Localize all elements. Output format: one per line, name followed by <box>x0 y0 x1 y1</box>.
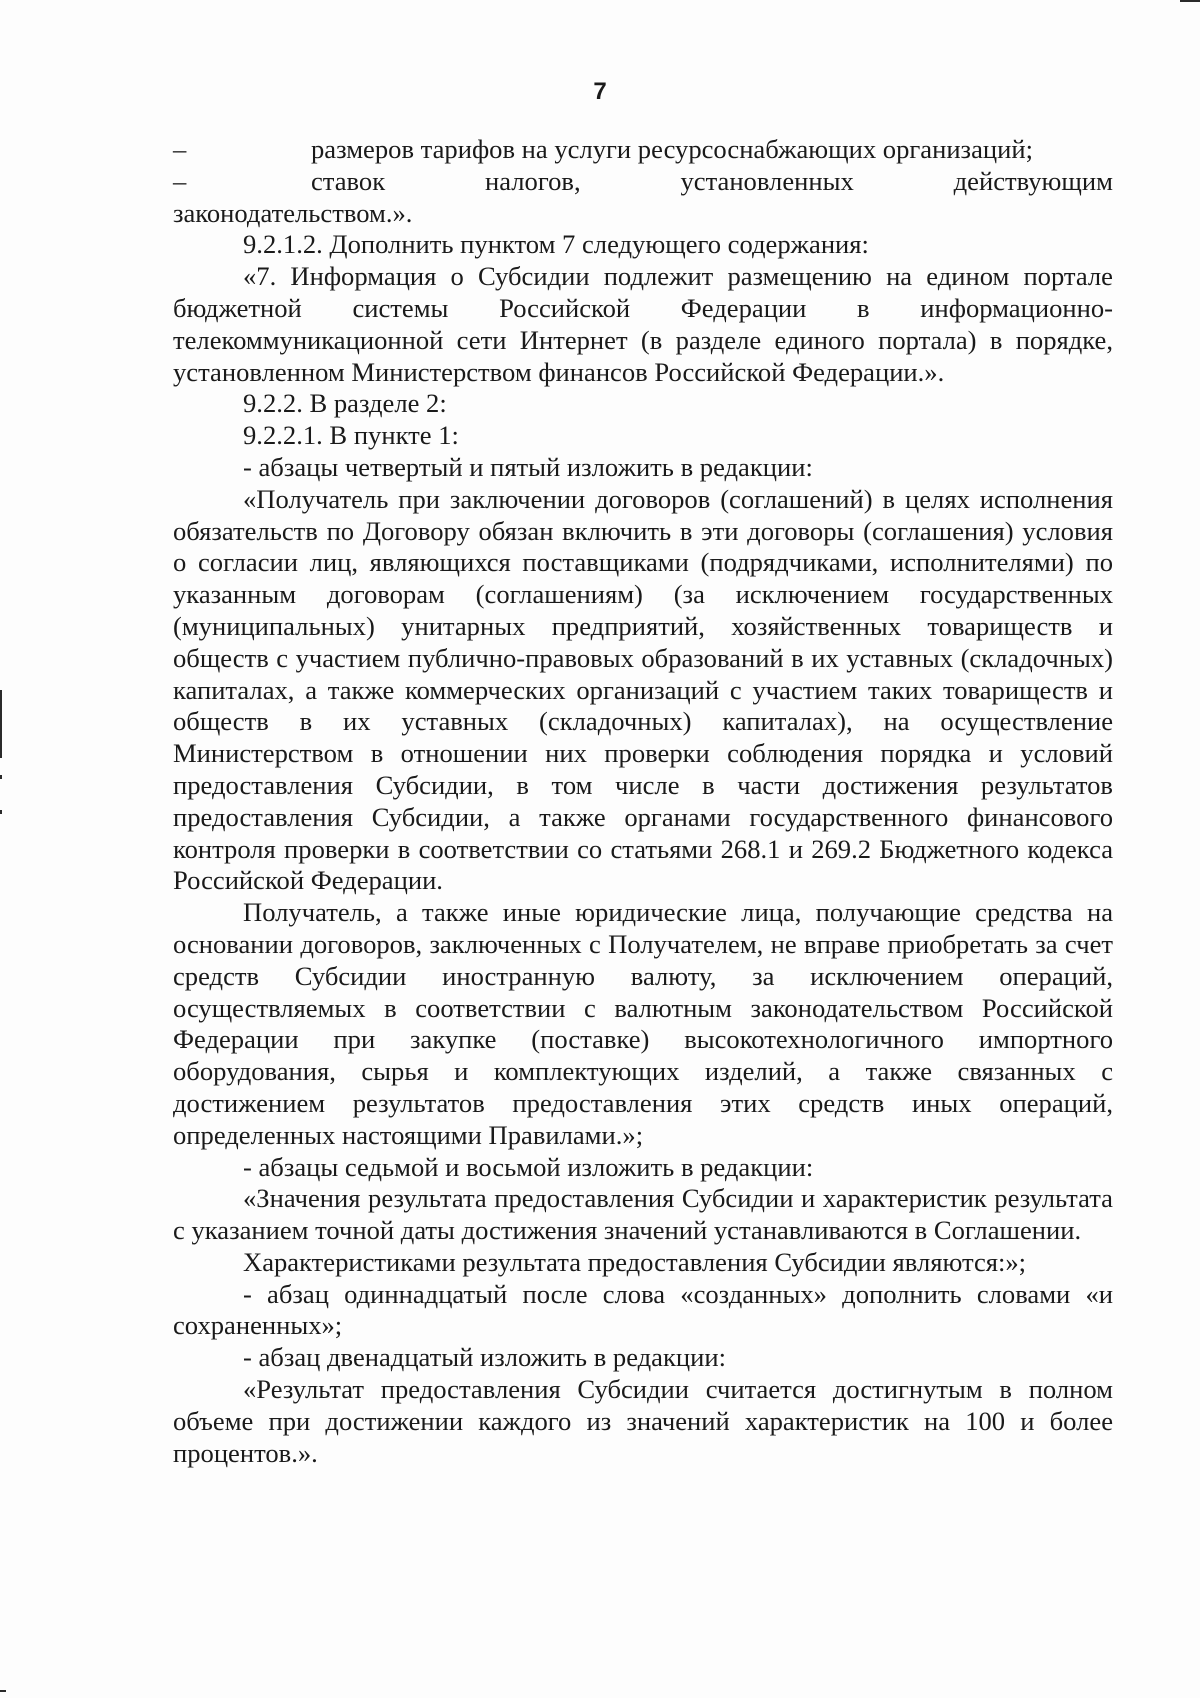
paragraph-9-2-2-1: 9.2.2.1. В пункте 1: <box>243 420 459 451</box>
paragraph-abz-7-8: - абзацы седьмой и восьмой изложить в редакции: <box>243 1151 814 1182</box>
dash-marker: – <box>173 165 187 196</box>
paragraph-abz-12: - абзац двенадцатый изложить в редакции: <box>243 1342 726 1373</box>
word: действующим <box>953 165 1113 196</box>
scan-edge-mark <box>0 690 2 758</box>
word: ставок <box>311 165 386 196</box>
word: установленных <box>680 165 854 196</box>
document-body <box>173 134 1113 1469</box>
paragraph-result-achieved: «Результат предоставления Субсидии считается достигнутым в полном объеме при достижении каждого из значений характеристик на 100 и более процентов.». <box>173 1374 1113 1468</box>
paragraph-characteristics: Характеристиками результата предоставления Субсидии являются:»; <box>243 1246 1027 1277</box>
scan-edge-mark <box>0 810 2 814</box>
paragraph-9-2-2: 9.2.2. В разделе 2: <box>243 388 447 419</box>
list-item-tax-rates <box>173 166 1113 198</box>
scan-corner-mark <box>0 1690 6 1692</box>
word: налогов, <box>485 165 581 196</box>
paragraph-abz-11: - абзац одиннадцатый после слова «созданных» дополнить словами «и сохраненных»; <box>173 1278 1113 1341</box>
paragraph-recipient-contracts: «Получатель при заключении договоров (соглашений) в целях исполнения обязательств по Договору обязан включить в эти договоры (соглашения) условия о согласии лиц, являющихся поставщиками (подрядчиками, исполнителями) по указанным договорам (соглашениям) (за исключением государственных (муниципальных) унитарных предприятий, хозяйственных товариществ и обществ с участием публично-правовых образований в их уставных (складочных) капиталах, а также коммерческих организаций с участием таких товариществ и обществ в их уставных (складочных) капиталах), на осуществление Министерством в отношении них проверки соблюдения порядка и условий предоставления Субсидии, в том числе в части достижения результатов предоставления Субсидии, а также органами государственного финансового контроля проверки в соответствии со статьями 268.1 и 269.2 Бюджетного кодекса Российской Федерации. <box>173 483 1113 896</box>
paragraph-result-values: «Значения результата предоставления Субсидии и характеристик результата с указанием точной даты достижения значений устанавливаются в Соглашении. <box>173 1183 1113 1246</box>
scan-corner-mark <box>1180 0 1200 2</box>
paragraph-recipient-currency: Получатель, а также иные юридические лица, получающие средства на основании договоров, заключенных с Получателем, не вправе приобретать за счет средств Субсидии иностранную валюту, за исключением операций, осуществляемых в соответствии с валютным законодательством Российской Федерации при закупке (поставке) высокотехнологичного импортного оборудования, сырья и комплектующих изделий, а также связанных с достижением результатов предоставления этих средств иных операций, определенных настоящими Правилами.»; <box>173 897 1113 1150</box>
paragraph-abz-4-5: - абзацы четвертый и пятый изложить в редакции: <box>243 451 813 482</box>
scan-edge-mark <box>0 775 2 779</box>
list-item-text: размеров тарифов на услуги ресурсоснабжающих организаций; <box>311 134 1033 164</box>
list-item-tariffs <box>173 134 1113 166</box>
page-number: 7 <box>593 78 607 105</box>
dash-marker: – <box>173 134 187 164</box>
paragraph-item-7: «7. Информация о Субсидии подлежит размещению на едином портале бюджетной системы Российской Федерации в информационно-телекоммуникационной сети Интернет (в разделе единого портала) в порядке, установленном Министерством финансов Российской Федерации.». <box>173 261 1113 387</box>
paragraph-9-2-1-2: 9.2.1.2. Дополнить пунктом 7 следующего содержания: <box>243 229 869 260</box>
paragraph-legislation: законодательством.». <box>173 197 413 228</box>
